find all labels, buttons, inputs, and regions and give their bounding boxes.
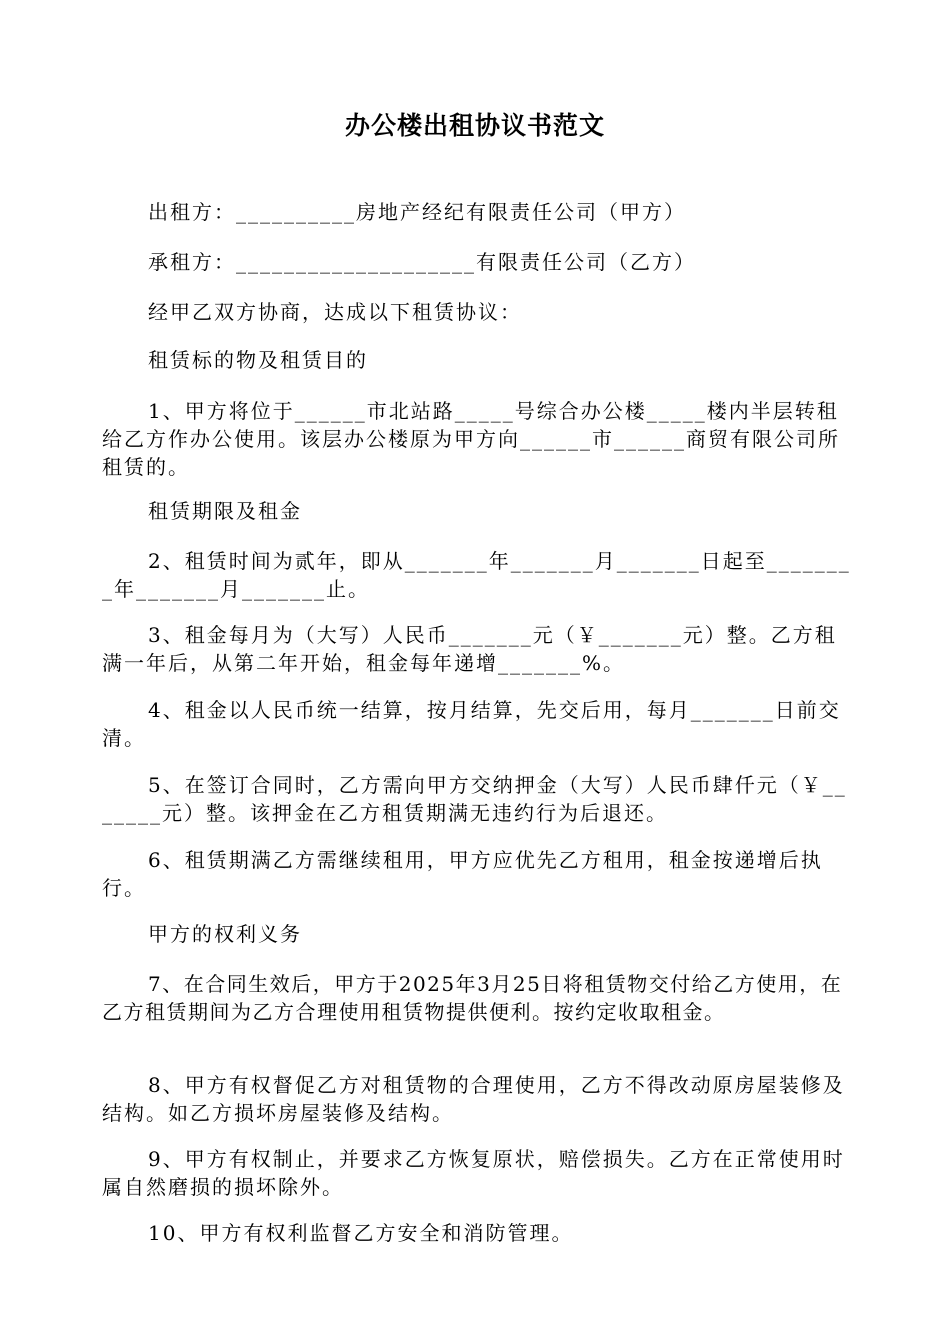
clause-2: 2、租赁时间为贰年，即从_______年_______月_______日起至________年_______月_______止。 [102,549,851,601]
lessee-line: 承租方：____________________有限责任公司（乙方） [148,250,696,274]
section-heading-lessor-rights: 甲方的权利义务 [148,922,302,946]
clause-6: 6、租赁期满乙方需继续租用，甲方应优先乙方租用，租金按递增后执行。 [102,848,823,900]
clause-10: 10、甲方有权利监督乙方安全和消防管理。 [148,1221,574,1245]
clause-9: 9、甲方有权制止，并要求乙方恢复原状，赔偿损失。乙方在正常使用时属自然磨损的损坏除外。 [102,1147,845,1199]
intro-line: 经甲乙双方协商，达成以下租赁协议： [148,300,522,324]
clause-4: 4、租金以人民币统一结算，按月结算，先交后用，每月_______日前交清。 [102,698,841,750]
clause-7: 7、在合同生效后，甲方于2025年3月25日将租赁物交付给乙方使用，在乙方租赁期间为乙方合理使用租赁物提供便利。按约定收取租金。 [102,972,843,1024]
clause-8: 8、甲方有权督促乙方对租赁物的合理使用，乙方不得改动原房屋装修及结构。如乙方损坏房屋装修及结构。 [102,1073,845,1125]
clause-5: 5、在签订合同时，乙方需向甲方交纳押金（大写）人民币肆仟元（￥_______元）整。该押金在乙方租赁期满无违约行为后退还。 [102,773,847,825]
document-title: 办公楼出租协议书范文 [344,111,605,140]
section-heading-subject: 租赁标的物及租赁目的 [148,348,368,372]
section-heading-term-rent: 租赁期限及租金 [148,499,302,523]
lessor-line: 出租方：__________房地产经纪有限责任公司（甲方） [148,200,686,224]
clause-3: 3、租金每月为（大写）人民币_______元（￥_______元）整。乙方租满一年后，从第二年开始，租金每年递增_______%。 [102,623,837,675]
clause-1: 1、甲方将位于______市北站路_____号综合办公楼_____楼内半层转租给乙方作办公使用。该层办公楼原为甲方向______市______商贸有限公司所租赁的。 [102,399,840,479]
